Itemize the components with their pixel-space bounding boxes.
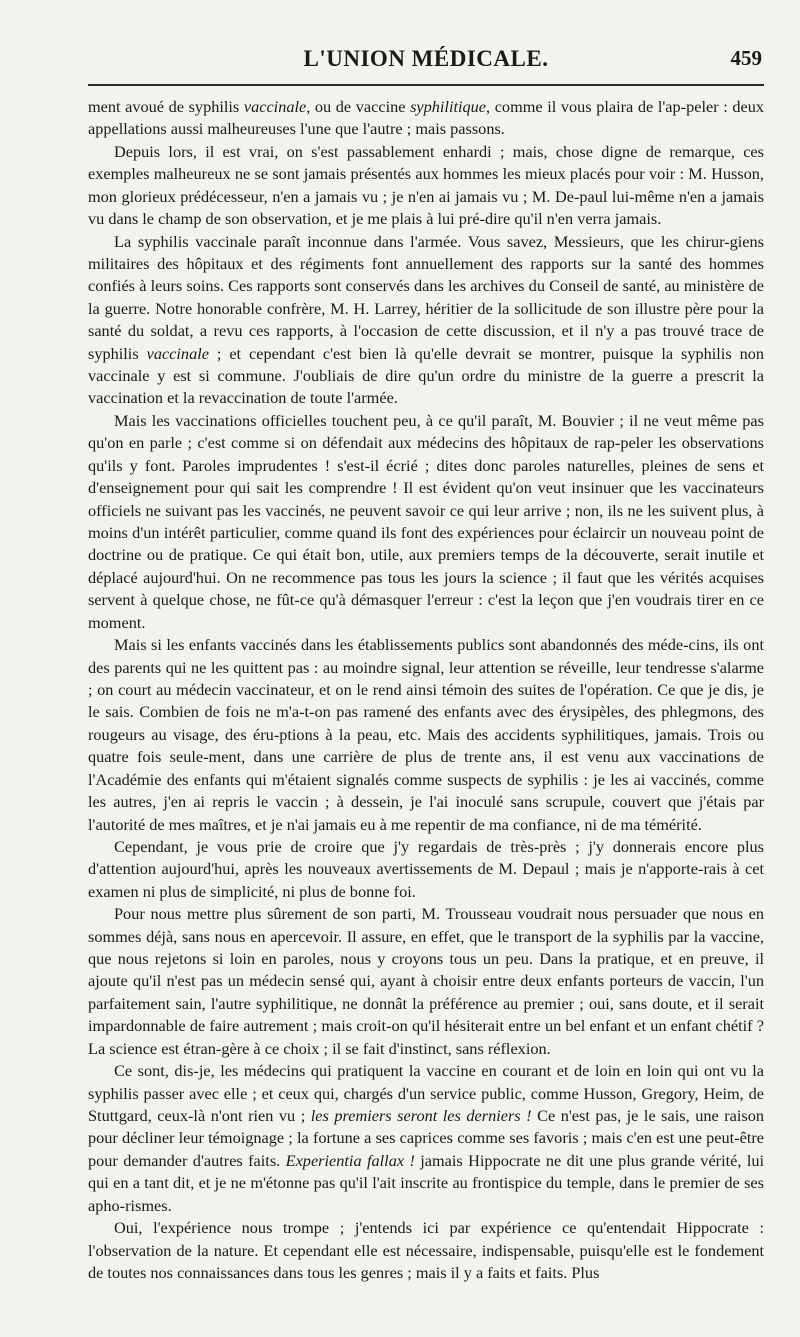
paragraph-text: Oui, l'expérience nous trompe ; j'entends ici par expérience ce qu'entendait Hippocrate : l'observation de la nature. Et cependant elle est nécessaire, indispensable, puisqu'elle est le fondement de toutes nos connaissances dans tous les genres ; mais il y a faits et faits. Plus	[88, 1218, 764, 1282]
paragraph-text: Depuis lors, il est vrai, on s'est passablement enhardi ; mais, chose digne de remarque, ces exemples malheureux ne se sont jamais présentés aux hommes les mieux placés pour voir : M. Husson, mon glorieux prédécesseur, n'en a jamais vu ; je n'en ai jamais vu ; M. De-paul lui-même n'en a jamais vu dans le champ de son observation, et je me plais à lui pré-dire qu'il n'en verra jamais.	[88, 141, 764, 229]
paragraph	[88, 634, 764, 836]
paragraph-text: , comme il vous plaira de l'ap-peler : deux appellations aussi malheureuses l'une que l'autre ; mais passons.	[88, 97, 764, 139]
paragraph-text: ment avoué de syphilis	[88, 97, 244, 116]
page-number: 459	[730, 46, 762, 70]
italic-text: vaccinale	[243, 97, 307, 116]
paragraph-text: ; et cependant c'est bien là qu'elle devrait se montrer, puisque la syphilis non vaccinale y est si commune. J'oubliais de dire qu'un ordre du ministre de la guerre a prescrit la vaccination et la revaccination de toute l'armée.	[88, 343, 764, 408]
paragraph-text: Ce sont, dis-je, les médecins qui pratiquent la vaccine en courant et de loin en loin qui ont vu la syphilis passer avec elle ; et ceux qui, chargés d'un service public, comme Husson, Gregory, Heim, de Stuttgard, ceux-là n'ont rien vu ;	[88, 1061, 764, 1125]
italic-text: syphilitique	[410, 97, 487, 116]
paragraph-text: Pour nous mettre plus sûrement de son parti, M. Trousseau voudrait nous persuader que nous en sommes déjà, sans nous en apercevoir. Il assure, en effet, que le transport de la syphilis par la vaccine, que nous rejetons si loin en paroles, nous y croyons tous un peu. Dans la pratique, et en preuve, il ajoute qu'il n'est pas un médecin sensé qui, ayant à choisir entre deux enfants porteurs de vaccin, l'un parfaitement sain, l'autre syphilitique, ne donnât la préférence au premier ; oui, sans doute, et il serait impardonnable de faire autrement ; mais croit-on qu'il hésiterait entre un bel enfant et un enfant chétif ? La science est étran-gère à ce choix ; il se fait d'instinct, sans réflexion.	[88, 904, 764, 1058]
paragraph-text: Ce n'est pas, je le sais, une raison pour décliner leur témoignage ; la fortune a ses caprices comme ses favoris ; mais c'en est une peut-être pour demander d'autres faits.	[88, 1105, 765, 1170]
paragraph	[88, 903, 764, 1060]
body-text	[88, 96, 764, 1284]
paragraph	[88, 410, 764, 634]
italic-text: vaccinale	[146, 343, 209, 363]
paragraph-text: jamais Hippocrate ne dit une plus grande vérité, lui qui en a tant dit, et je ne m'étonne pas qu'il l'ait inscrite au frontispice du temple, dans le premier de ses apho-rismes.	[88, 1150, 765, 1215]
paragraph	[88, 141, 764, 231]
running-title: L'UNION MÉDICALE.	[303, 46, 549, 71]
paragraph-text: La syphilis vaccinale paraît inconnue dans l'armée. Vous savez, Messieurs, que les chirur-giens militaires des hôpitaux et des régiments font annuellement des rapports sur la santé des hommes confiés à leurs soins. Ces rapports sont conservés dans les archives du Conseil de santé, au ministère de la guerre. Notre honorable confrère, M. H. Larrey, héritier de la sollicitude de son illustre père pour la santé du soldat, a revu ces rapports, à l'occasion de cette discussion, et il n'y a pas trouvé trace de syphilis	[88, 231, 764, 363]
paragraph	[88, 1217, 764, 1284]
paragraph-text: , ou de vaccine	[306, 97, 411, 116]
paragraph	[88, 1060, 764, 1217]
paragraph	[88, 231, 764, 410]
page-header	[88, 40, 764, 86]
paragraph-text: Cependant, je vous prie de croire que j'y regardais de très-près ; j'y donnerais encore plus d'attention aujourd'hui, après les nouveaux avertissements de M. Depaul ; mais je n'apporte-rais à cet examen ni plus de simplicité, ni plus de bonne foi.	[88, 836, 764, 901]
paragraph-text: Mais les vaccinations officielles touchent peu, à ce qu'il paraît, M. Bouvier ; il ne veut même pas qu'on en parle ; c'est comme si on défendait aux médecins des hôpitaux de rap-peler les observations qu'ils y font. Paroles imprudentes ! s'est-il écrié ; dites donc paroles naturelles, pleines de sens et d'enseignement pour qui sait les comprendre ! Il est évident qu'on veut insinuer que les vaccinateurs officiels ne suivant pas les vaccinés, ne peuvent savoir ce qui leur arrive ; non, ils ne les suivent plus, à moins d'un intérêt particulier, comme quand ils font des expériences pour éclaircir un nouveau point de doctrine ou de pratique. Ce qui était bon, utile, aux premiers temps de la découverte, serait inutile et déplacé aujourd'hui. On ne recommence pas tous les jours la science ; il faut que les vérités acquises servent à quelque chose, ne fût-ce qu'à démasquer l'erreur : c'est la leçon que j'en voudrais tirer en ce moment.	[88, 410, 764, 632]
paragraph-text: Mais si les enfants vaccinés dans les établissements publics sont abandonnés des méde-cins, ils ont des parents qui ne les quittent pas : au moindre signal, leur attention se réveille, leur tendresse s'alarme ; on court au médecin vaccinateur, et on le rend ainsi témoin des suites de l'opération. Ce que je dis, je le sais. Combien de fois ne m'a-t-on pas ramené des enfants avec des érysipèles, des phlegmons, des rougeurs au visage, des éru-ptions à la peau, etc. Mais des accidents syphilitiques, jamais. Trois ou quatre fois seule-ment, dans une carrière de plus de trente ans, il est venu aux vaccinations de l'Académie des enfants qui m'étaient signalés comme suspects de syphilis : je les ai vaccinés, comme les autres, j'en ai repris le vaccin ; à dessein, je l'ai inoculé sans scrupule, couvert que j'étais par l'autorité de mes maîtres, et je n'ai jamais eu à me repentir de ma confiance, ni de ma témérité.	[88, 635, 764, 834]
paragraph	[88, 96, 764, 141]
italic-text: les premiers seront les derniers !	[310, 1105, 532, 1125]
paragraph	[88, 836, 764, 903]
italic-text: Experientia fallax !	[285, 1150, 415, 1170]
